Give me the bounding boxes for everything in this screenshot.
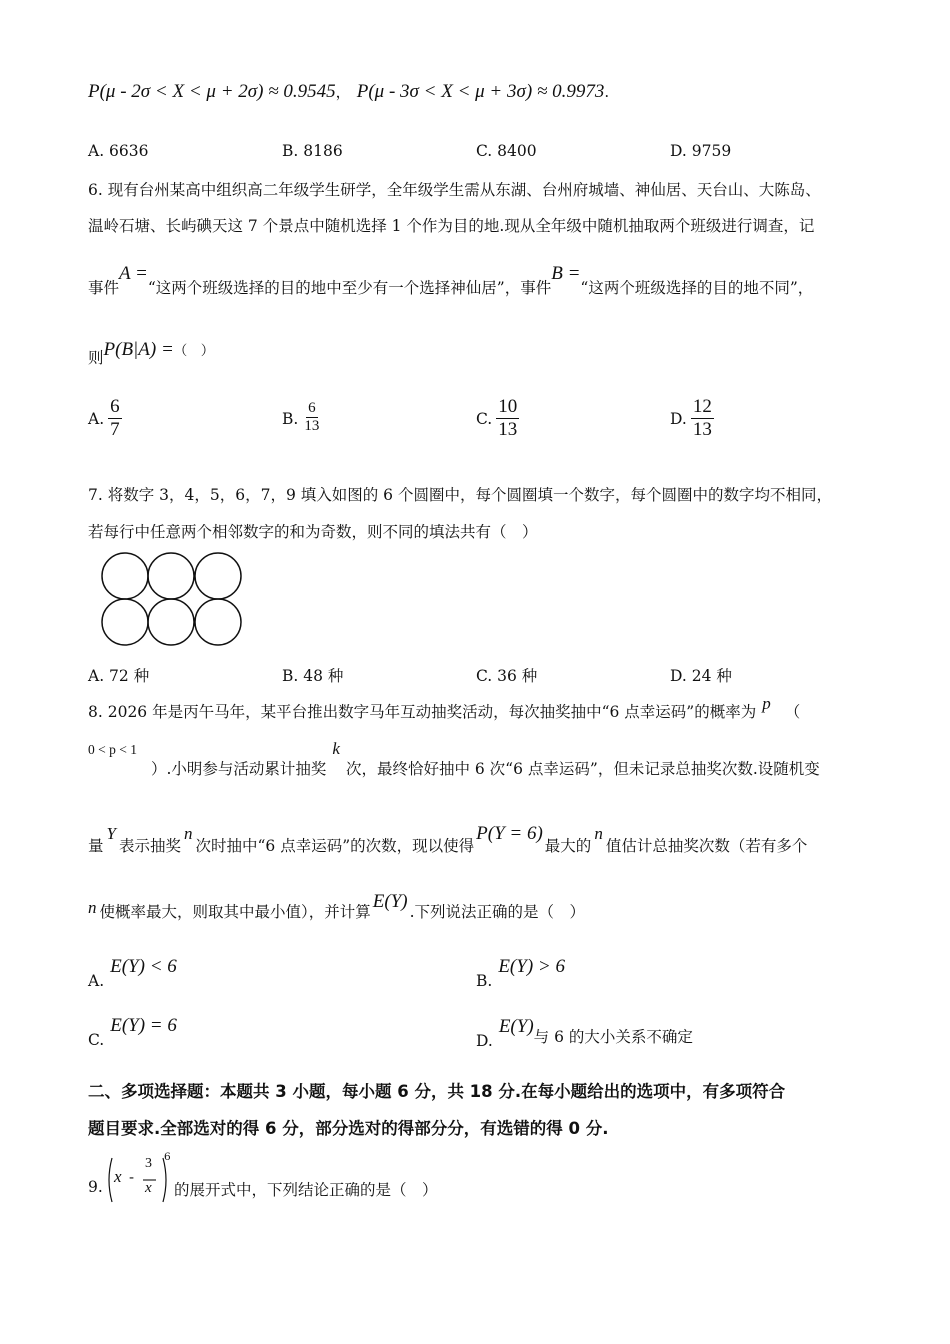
q8-line1-text: 8. 2026 年是丙午马年，某平台推出数字马年互动抽奖活动，每次抽奖抽中“6 点幸运码”的概率为 bbox=[88, 703, 757, 721]
fraction-denominator: 13 bbox=[692, 418, 712, 440]
q8-line-3 bbox=[88, 822, 808, 855]
q6-line-1: 6. 现有台州某高中组织高二年级学生研学，全年级学生需从东湖、台州府城墙、神仙居、天台山、大陈岛、 bbox=[88, 181, 821, 199]
fraction-denominator: 13 bbox=[498, 418, 518, 440]
q8-line4-a: 使概率最大，则取其中最小值），并计算 bbox=[99, 903, 371, 921]
q8-option-a-expr: E(Y) < 6 bbox=[110, 956, 177, 977]
q8-line4-b: .下列说法正确的是（ ） bbox=[409, 903, 586, 921]
left-paren bbox=[109, 1158, 112, 1202]
q8-line2-text-a: ）.小明参与活动累计抽奖 bbox=[150, 760, 327, 778]
q5-option-c[interactable]: C. 8400 bbox=[476, 142, 537, 160]
q9-number: 9. bbox=[88, 1178, 103, 1196]
trial-count-n-2: n bbox=[594, 824, 603, 843]
q6-option-c-fraction bbox=[496, 396, 519, 441]
q8-open-paren: （ bbox=[784, 703, 801, 721]
q7-option-c[interactable]: C. 36 种 bbox=[476, 667, 538, 685]
q9-frac-num: 3 bbox=[145, 1156, 152, 1171]
q8-line3-c: 次时抽中“6 点幸运码”的次数，现以使得 bbox=[195, 837, 475, 855]
q8-option-d-expr: E(Y) bbox=[498, 1016, 534, 1037]
q6-option-a[interactable] bbox=[88, 396, 122, 441]
q8-line3-a: 量 bbox=[88, 837, 104, 855]
circle-r1-c3 bbox=[195, 553, 241, 599]
q8-option-b[interactable] bbox=[476, 956, 565, 990]
q8-line3-b: 表示抽奖 bbox=[118, 837, 181, 855]
q6-option-a-label: A. bbox=[88, 410, 105, 429]
q8-line-1 bbox=[88, 692, 801, 721]
formula-end: . bbox=[604, 83, 610, 101]
q6-option-b[interactable] bbox=[282, 400, 321, 436]
q6-line-3 bbox=[88, 262, 814, 297]
circle-grid-figure bbox=[98, 550, 248, 650]
q8-line-4 bbox=[88, 891, 586, 921]
event-a-text: “这两个班级选择的目的地中至少有一个选择神仙居”，事件 bbox=[147, 279, 552, 297]
event-b-text: “这两个班级选择的目的地不同”， bbox=[580, 279, 814, 297]
q8-option-a-label: A. bbox=[88, 972, 105, 990]
q8-line3-e: 值估计总抽奖次数（若有多个 bbox=[605, 837, 808, 855]
q6-option-d-fraction bbox=[691, 396, 714, 441]
q7-line-1: 7. 将数字 3，4，5，6，7，9 填入如图的 6 个圆圈中，每个圆圈填一个数字，每个圆圈中的数字均不相同， bbox=[88, 486, 832, 504]
q9-minus: - bbox=[129, 1168, 135, 1186]
q9-frac-den: x bbox=[145, 1180, 152, 1196]
q6-line-4 bbox=[88, 338, 215, 367]
formula-2sigma: P(μ - 2σ < X < μ + 2σ) ≈ 0.9545 bbox=[88, 81, 336, 102]
fraction-numerator: 6 bbox=[110, 396, 120, 417]
q8-option-b-label: B. bbox=[476, 972, 493, 990]
formula-3sigma: P(μ - 3σ < X < μ + 3σ) ≈ 0.9973 bbox=[356, 81, 605, 102]
q5-option-a[interactable]: A. 6636 bbox=[88, 142, 149, 160]
q9-exponent: 6 bbox=[164, 1151, 171, 1163]
q8-line2-text-b: 次，最终恰好抽中 6 次“6 点幸运码”，但未记录总抽奖次数.设随机变 bbox=[345, 760, 820, 778]
q8-option-d[interactable] bbox=[476, 1015, 693, 1050]
formula-separator: ， bbox=[335, 83, 351, 101]
circle-r2-c3 bbox=[195, 599, 241, 645]
q7-option-b[interactable]: B. 48 种 bbox=[282, 667, 344, 685]
q9-text: 的展开式中，下列结论正确的是（ ） bbox=[174, 1181, 438, 1199]
section-2-heading-line-2: 题目要求.全部选对的得 6 分，部分选对的得部分分，有选错的得 0 分. bbox=[88, 1119, 609, 1138]
trial-count-n-3: n bbox=[88, 898, 97, 917]
q6-option-c-label: C. bbox=[476, 410, 493, 429]
normal-distribution-formula bbox=[88, 80, 609, 103]
circle-r2-c1 bbox=[102, 599, 148, 645]
fraction-numerator: 12 bbox=[692, 396, 712, 417]
event-a-symbol: A = bbox=[119, 263, 148, 284]
q8-option-a[interactable] bbox=[88, 956, 177, 990]
q7-option-d[interactable]: D. 24 种 bbox=[670, 667, 732, 685]
event-b-symbol: B = bbox=[551, 263, 581, 284]
probability-y-eq-6: P(Y = 6) bbox=[476, 823, 543, 844]
q6-option-a-fraction bbox=[108, 396, 122, 441]
random-variable-y: Y bbox=[106, 824, 116, 843]
q5-option-b[interactable]: B. 8186 bbox=[282, 142, 343, 160]
q6-option-d[interactable] bbox=[670, 396, 714, 441]
q8-option-c-label: C. bbox=[88, 1031, 105, 1049]
fraction-numerator: 6 bbox=[306, 400, 318, 418]
q8-line-2 bbox=[88, 739, 820, 778]
q8-option-d-tail: 与 6 的大小关系不确定 bbox=[533, 1028, 693, 1046]
q6-option-b-label: B. bbox=[282, 409, 299, 428]
q8-line3-d: 最大的 bbox=[544, 837, 592, 855]
q6-line-2: 温岭石塘、长屿碘天这 7 个景点中随机选择 1 个作为目的地.现从全年级中随机抽取两个班级进行调查，记 bbox=[88, 217, 815, 235]
trial-count-n: n bbox=[184, 824, 193, 843]
conditional-probability-expr: P(B|A) = bbox=[103, 339, 174, 360]
q8-option-c[interactable] bbox=[88, 1015, 177, 1049]
p-range: 0 < p < 1 bbox=[88, 742, 137, 757]
fraction-numerator: 10 bbox=[498, 396, 518, 417]
q9-x: x bbox=[114, 1167, 122, 1186]
q6-blank: （ ） bbox=[173, 343, 215, 359]
q8-option-c-expr: E(Y) = 6 bbox=[110, 1015, 177, 1036]
q6-option-c[interactable] bbox=[476, 396, 519, 441]
q6-line4-prefix: 则 bbox=[88, 349, 104, 367]
q6-option-d-label: D. bbox=[670, 410, 687, 429]
fraction-denominator: 13 bbox=[304, 418, 320, 435]
q8-option-b-expr: E(Y) > 6 bbox=[498, 956, 565, 977]
circle-r2-c2 bbox=[148, 599, 194, 645]
section-2-heading-line-1: 二、多项选择题：本题共 3 小题，每小题 6 分，共 18 分.在每小题给出的选项中，有多项符合 bbox=[88, 1082, 786, 1101]
q6-line3-prefix: 事件 bbox=[88, 279, 120, 297]
probability-p-symbol: p bbox=[762, 694, 771, 713]
draw-count-k: k bbox=[332, 739, 340, 758]
circle-r1-c2 bbox=[148, 553, 194, 599]
expectation-ey: E(Y) bbox=[372, 891, 408, 912]
q7-option-a[interactable]: A. 72 种 bbox=[88, 667, 150, 685]
q6-option-b-fraction bbox=[302, 400, 321, 436]
fraction-denominator: 7 bbox=[110, 418, 120, 440]
right-paren bbox=[163, 1158, 166, 1202]
q8-option-d-label: D. bbox=[476, 1032, 493, 1050]
circle-r1-c1 bbox=[102, 553, 148, 599]
q7-line-2: 若每行中任意两个相邻数字的和为奇数，则不同的填法共有（ ） bbox=[88, 523, 538, 541]
q5-option-d[interactable]: D. 9759 bbox=[670, 142, 732, 160]
